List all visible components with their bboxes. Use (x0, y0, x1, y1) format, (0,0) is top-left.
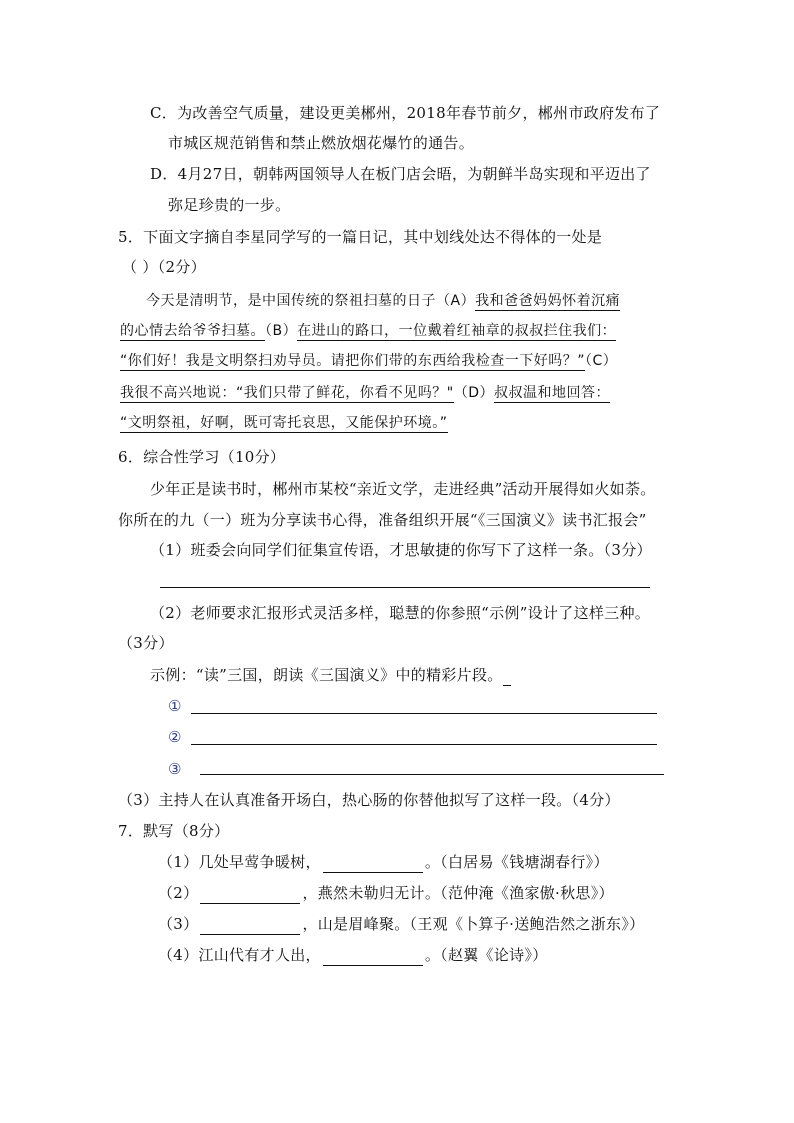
diary-label-d: （D） (453, 385, 494, 401)
q6-intro-line1: 少年正是读书时，郴州市某校“亲近文学，走进经典”活动开展得如火如荼。 (150, 480, 656, 498)
q7-line1-blank[interactable] (323, 857, 423, 873)
q7-line4-text: （4）江山代有才人出， (158, 946, 321, 964)
q7-line2-text: ，燕然未勒归无计。（范仲淹《渔家傲·秋思》） (302, 884, 614, 902)
q6-item1-answer-line[interactable] (191, 713, 657, 714)
q6-item1-number: ① (168, 697, 182, 715)
q6-item3-answer-line[interactable] (200, 774, 664, 775)
option-c-line1: C．为改善空气质量，建设更美郴州，2018年春节前夕，郴州市政府发布了 (150, 104, 661, 122)
q7-line1-source: 。（白居易《钱塘湖春行》） (424, 853, 609, 871)
diary-underline-a-cont: 的心情去给爷爷扫墓。 (120, 323, 265, 339)
diary-underline-b: 在进山的路口，一位戴着红袖章的叔叔拦住我们： (297, 323, 617, 339)
q6-part2-line2: （3分） (118, 634, 174, 652)
q7-line2 (158, 882, 614, 904)
q7-line3 (158, 913, 644, 935)
q7-line3-number: （3） (158, 915, 199, 933)
diary-underline-a: 我和爸爸妈妈怀着沉痛 (475, 293, 621, 309)
q6-item3-number: ③ (168, 760, 182, 778)
q7-line1 (158, 851, 609, 873)
q7-line2-number: （2） (158, 884, 199, 902)
q7-line1-text: （1）几处早莺争暖树， (158, 853, 321, 871)
q6-part3: （3）主持人在认真准备开场白，热心肠的你替他拟写了这样一段。（4分） (118, 791, 620, 809)
q7-title: 7．默写（8分） (118, 822, 230, 840)
q7-line2-blank[interactable] (200, 888, 300, 904)
diary-underline-c: 我很不高兴地说：“我们只带了鲜花，你看不见吗？" (120, 385, 454, 401)
option-d-line2: 弥足珍贵的一步。 (168, 196, 291, 214)
q5-answer-bracket: （ ）（2分） (122, 258, 206, 276)
diary-line1 (146, 290, 620, 312)
q7-line3-blank[interactable] (200, 919, 300, 935)
option-d-line1: D．4月27日，朝韩两国领导人在板门店会晤，为朝鲜半岛实现和平迈出了 (150, 165, 651, 183)
q7-line4-blank[interactable] (323, 950, 423, 966)
q6-part1-answer-line[interactable] (160, 587, 650, 588)
q7-line3-text: ，山是眉峰聚。（王观《卜算子·送鲍浩然之浙东》） (302, 915, 645, 933)
q6-item2-number: ② (168, 728, 182, 746)
q6-example-text: 示例：“读”三国，朗读《三国演义》中的精彩片段。 (150, 666, 503, 684)
diary-text: 今天是清明节，是中国传统的祭祖扫墓的日子（A） (146, 293, 476, 309)
q6-example (150, 664, 511, 686)
diary-line5 (120, 412, 448, 434)
q6-example-blank (503, 670, 511, 686)
q7-line4 (158, 944, 548, 966)
q6-intro-line2: 你所在的九（一）班为分享读书心得，准备组织开展“《三国演义》读书汇报会” (118, 511, 647, 529)
diary-line2 (120, 320, 616, 342)
diary-label-b: （B） (265, 323, 298, 339)
q6-part1: （1）班委会向同学们征集宣传语，才思敏捷的你写下了这样一条。（3分） (150, 541, 652, 559)
q5-stem: 5．下面文字摘自李星同学写的一篇日记，其中划线处达不得体的一处是 (118, 228, 603, 246)
diary-underline-d-cont: “文明祭祖，好啊，既可寄托哀思，又能保护环境。” (120, 415, 448, 431)
diary-underline-d: 叔叔温和地回答： (493, 385, 610, 401)
diary-line3 (120, 350, 617, 372)
option-c-line2: 市城区规范销售和禁止燃放烟花爆竹的通告。 (168, 134, 475, 152)
diary-label-c: （C） (585, 353, 618, 369)
q6-part2-line1: （2）老师要求汇报形式灵活多样，聪慧的你参照“示例”设计了这样三种。 (150, 604, 651, 622)
q6-item2-answer-line[interactable] (191, 744, 657, 745)
diary-underline-b-cont: “你们好！我是文明祭扫劝导员。请把你们带的东西给我检查一下好吗？” (120, 353, 586, 369)
q7-line4-source: 。（赵翼《论诗》） (424, 946, 548, 964)
diary-line4 (120, 382, 610, 404)
q6-title: 6．综合性学习（10分） (118, 448, 286, 466)
